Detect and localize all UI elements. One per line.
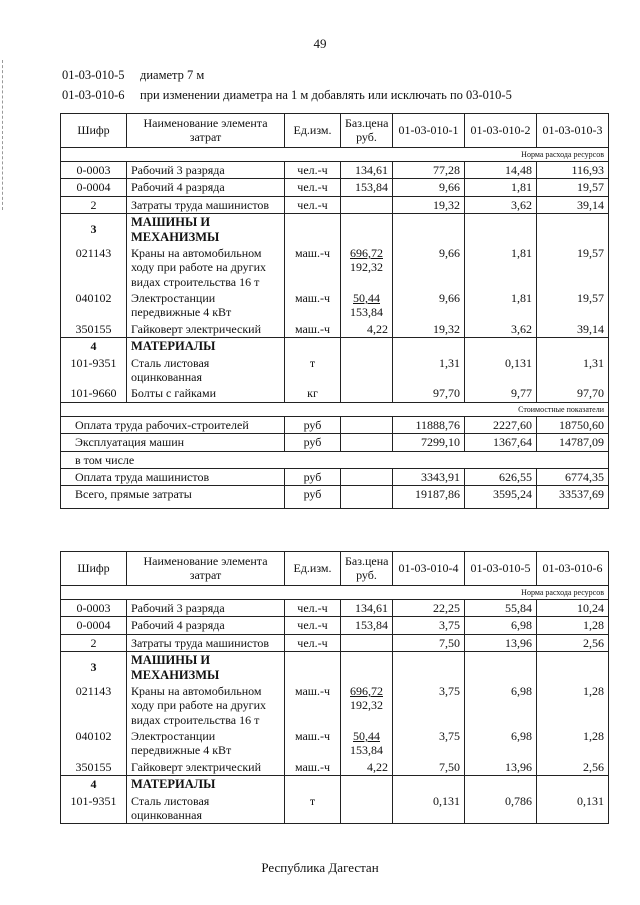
summary-value-1: 19187,86 <box>393 486 465 508</box>
row-name: Затраты труда машинистов <box>127 634 285 651</box>
row-code: 101-9351 <box>61 793 127 824</box>
row-value-2: 6,98 <box>465 617 537 634</box>
price-top: 696,72 <box>350 683 383 698</box>
summary-row <box>61 451 609 468</box>
price-top: 696,72 <box>350 245 383 260</box>
row-value-3: 2,56 <box>537 634 609 651</box>
row-unit: маш.-ч <box>285 245 341 290</box>
price-bottom: 192,32 <box>350 698 383 713</box>
header-price: Баз.цена руб. <box>341 552 393 586</box>
table-row <box>61 355 609 386</box>
row-code: 0-0003 <box>61 162 127 179</box>
row-code: 101-9660 <box>61 385 127 402</box>
row-value-1: 77,28 <box>393 162 465 179</box>
price-bottom: 153,84 <box>350 305 383 320</box>
summary-label: Всего, прямые затраты <box>61 486 285 508</box>
page-footer: Республика Дагестан <box>261 860 379 875</box>
row-value-1: 22,25 <box>393 600 465 617</box>
row-value-2: 13,96 <box>465 634 537 651</box>
row-name: Рабочий 4 разряда <box>127 179 285 196</box>
row-value-3: 97,70 <box>537 385 609 402</box>
row-value-3: 2,56 <box>537 759 609 776</box>
row-value-3: 0,131 <box>537 793 609 824</box>
row-value-1: 9,66 <box>393 290 465 321</box>
table-row <box>61 290 609 321</box>
section-machines-header <box>61 214 609 245</box>
summary-value-1: 11888,76 <box>393 416 465 433</box>
table-row <box>61 245 609 290</box>
norm-caption-row <box>61 148 609 162</box>
row-price <box>341 683 393 728</box>
summary-unit: руб <box>285 486 341 508</box>
table-header-row <box>61 552 609 586</box>
summary-value-2: 1367,64 <box>465 434 537 451</box>
section-title: МАШИНЫ И МЕХАНИЗМЫ <box>127 214 285 245</box>
header-unit: Ед.изм. <box>285 552 341 586</box>
row-value-3: 1,28 <box>537 617 609 634</box>
row-price <box>341 728 393 759</box>
row-unit: чел.-ч <box>285 196 341 213</box>
row-price: 153,84 <box>341 617 393 634</box>
row-name: Рабочий 3 разряда <box>127 600 285 617</box>
summary-value-2: 626,55 <box>465 469 537 486</box>
row-unit: маш.-ч <box>285 290 341 321</box>
header-col-1: 01-03-010-1 <box>393 114 465 148</box>
norm-caption: Норма расхода ресурсов <box>61 148 609 162</box>
summary-row <box>61 486 609 508</box>
row-code: 2 <box>61 196 127 213</box>
row-unit: кг <box>285 385 341 402</box>
row-value-1: 1,31 <box>393 355 465 386</box>
intro-text: при изменении диаметра на 1 м добавлять или исключать по 03-010-5 <box>140 88 512 102</box>
row-name: Электростанции передвижные 4 кВт <box>127 290 285 321</box>
header-col-2: 01-03-010-2 <box>465 114 537 148</box>
price-top: 50,44 <box>353 291 380 306</box>
row-value-1: 3,75 <box>393 617 465 634</box>
row-price: 4,22 <box>341 321 393 338</box>
row-unit: т <box>285 793 341 824</box>
section-title: МАШИНЫ И МЕХАНИЗМЫ <box>127 652 285 683</box>
intro-line-2 <box>62 88 512 103</box>
row-unit: маш.-ч <box>285 759 341 776</box>
row-code: 021143 <box>61 683 127 728</box>
table-row <box>61 385 609 402</box>
section-title: МАТЕРИАЛЫ <box>127 338 285 355</box>
row-value-1: 19,32 <box>393 321 465 338</box>
table-row-operators <box>61 634 609 651</box>
row-value-1: 7,50 <box>393 634 465 651</box>
table-row-operators <box>61 196 609 213</box>
row-value-2: 1,81 <box>465 245 537 290</box>
section-title: МАТЕРИАЛЫ <box>127 776 285 793</box>
row-code: 2 <box>61 634 127 651</box>
row-unit: чел.-ч <box>285 162 341 179</box>
summary-value-3: 33537,69 <box>537 486 609 508</box>
header-code: Шифр <box>61 114 127 148</box>
summary-label: Оплата труда машинистов <box>61 469 285 486</box>
row-value-2: 13,96 <box>465 759 537 776</box>
cost-caption-row <box>61 402 609 416</box>
section-machines-header <box>61 652 609 683</box>
intro-code: 01-03-010-6 <box>62 88 125 102</box>
row-value-3: 116,93 <box>537 162 609 179</box>
row-value-2: 1,81 <box>465 290 537 321</box>
summary-unit: руб <box>285 434 341 451</box>
row-unit: чел.-ч <box>285 600 341 617</box>
summary-unit: руб <box>285 416 341 433</box>
row-price: 153,84 <box>341 179 393 196</box>
row-unit: маш.-ч <box>285 321 341 338</box>
table-row <box>61 728 609 759</box>
row-value-1: 9,66 <box>393 245 465 290</box>
row-name: Затраты труда машинистов <box>127 196 285 213</box>
row-code: 0-0004 <box>61 617 127 634</box>
row-value-2: 6,98 <box>465 728 537 759</box>
scan-edge-mark <box>2 60 4 210</box>
table-row <box>61 793 609 824</box>
row-code: 350155 <box>61 321 127 338</box>
table-row <box>61 179 609 196</box>
row-code: 350155 <box>61 759 127 776</box>
row-value-2: 1,81 <box>465 179 537 196</box>
section-number: 3 <box>61 652 127 683</box>
summary-value-3: 6774,35 <box>537 469 609 486</box>
cost-caption: Стоимостные показатели <box>61 402 609 416</box>
row-value-3: 39,14 <box>537 321 609 338</box>
row-code: 0-0004 <box>61 179 127 196</box>
row-price <box>341 290 393 321</box>
section-number: 4 <box>61 338 127 355</box>
price-top: 50,44 <box>353 729 380 744</box>
summary-value-2: 2227,60 <box>465 416 537 433</box>
row-unit: маш.-ч <box>285 728 341 759</box>
row-name: Рабочий 4 разряда <box>127 617 285 634</box>
row-code: 021143 <box>61 245 127 290</box>
summary-value-1: 7299,10 <box>393 434 465 451</box>
summary-row <box>61 469 609 486</box>
table-row <box>61 759 609 776</box>
norm-caption: Норма расхода ресурсов <box>61 586 609 600</box>
summary-label: Оплата труда рабочих-строителей <box>61 416 285 433</box>
intro-code: 01-03-010-5 <box>62 68 125 82</box>
row-value-3: 19,57 <box>537 245 609 290</box>
summary-value-1: 3343,91 <box>393 469 465 486</box>
intro-line-1 <box>62 68 204 83</box>
table-row <box>61 683 609 728</box>
row-code: 101-9351 <box>61 355 127 386</box>
row-value-2: 3,62 <box>465 196 537 213</box>
section-number: 4 <box>61 776 127 793</box>
row-value-1: 7,50 <box>393 759 465 776</box>
summary-row <box>61 434 609 451</box>
row-value-2: 6,98 <box>465 683 537 728</box>
row-price: 4,22 <box>341 759 393 776</box>
summary-label: Эксплуатация машин <box>61 434 285 451</box>
price-bottom: 192,32 <box>350 260 383 275</box>
row-name: Сталь листовая оцинкованная <box>127 793 285 824</box>
row-value-3: 1,28 <box>537 683 609 728</box>
row-value-3: 1,28 <box>537 728 609 759</box>
row-name: Электростанции передвижные 4 кВт <box>127 728 285 759</box>
row-unit: чел.-ч <box>285 617 341 634</box>
header-name: Наименование элемента затрат <box>127 114 285 148</box>
summary-value-3: 14787,09 <box>537 434 609 451</box>
summary-label: в том числе <box>61 451 609 468</box>
section-number: 3 <box>61 214 127 245</box>
row-value-2: 14,48 <box>465 162 537 179</box>
summary-row <box>61 416 609 433</box>
row-code: 040102 <box>61 290 127 321</box>
row-name: Гайковерт электрический <box>127 321 285 338</box>
resource-table-1 <box>60 113 609 509</box>
price-bottom: 153,84 <box>350 743 383 758</box>
row-value-2: 0,786 <box>465 793 537 824</box>
row-unit: т <box>285 355 341 386</box>
header-col-2: 01-03-010-5 <box>465 552 537 586</box>
row-value-3: 10,24 <box>537 600 609 617</box>
summary-unit: руб <box>285 469 341 486</box>
row-price <box>341 245 393 290</box>
row-value-3: 39,14 <box>537 196 609 213</box>
norm-caption-row <box>61 586 609 600</box>
header-col-3: 01-03-010-6 <box>537 552 609 586</box>
table-row <box>61 321 609 338</box>
row-name: Сталь листовая оцинкованная <box>127 355 285 386</box>
header-price: Баз.цена руб. <box>341 114 393 148</box>
header-code: Шифр <box>61 552 127 586</box>
row-name: Гайковерт электрический <box>127 759 285 776</box>
row-name: Болты с гайками <box>127 385 285 402</box>
header-col-3: 01-03-010-3 <box>537 114 609 148</box>
row-name: Краны на автомобильном ходу при работе на других видах строительства 16 т <box>127 683 285 728</box>
row-price: 134,61 <box>341 600 393 617</box>
row-value-3: 19,57 <box>537 290 609 321</box>
row-value-2: 55,84 <box>465 600 537 617</box>
row-name: Краны на автомобильном ходу при работе на других видах строительства 16 т <box>127 245 285 290</box>
table-row <box>61 617 609 634</box>
row-value-2: 0,131 <box>465 355 537 386</box>
row-value-1: 3,75 <box>393 683 465 728</box>
row-unit: чел.-ч <box>285 179 341 196</box>
header-name: Наименование элемента затрат <box>127 552 285 586</box>
row-value-2: 9,77 <box>465 385 537 402</box>
row-value-2: 3,62 <box>465 321 537 338</box>
row-price: 134,61 <box>341 162 393 179</box>
row-value-3: 1,31 <box>537 355 609 386</box>
row-value-3: 19,57 <box>537 179 609 196</box>
row-unit: маш.-ч <box>285 683 341 728</box>
table-header-row <box>61 114 609 148</box>
row-value-1: 97,70 <box>393 385 465 402</box>
row-value-1: 19,32 <box>393 196 465 213</box>
row-code: 0-0003 <box>61 600 127 617</box>
page-number: 49 <box>313 36 327 51</box>
section-materials-header <box>61 776 609 793</box>
row-value-1: 9,66 <box>393 179 465 196</box>
intro-text: диаметр 7 м <box>140 68 205 82</box>
row-value-1: 0,131 <box>393 793 465 824</box>
table-row <box>61 600 609 617</box>
section-materials-header <box>61 338 609 355</box>
header-unit: Ед.изм. <box>285 114 341 148</box>
summary-value-2: 3595,24 <box>465 486 537 508</box>
row-unit: чел.-ч <box>285 634 341 651</box>
table-row <box>61 162 609 179</box>
row-value-1: 3,75 <box>393 728 465 759</box>
header-col-1: 01-03-010-4 <box>393 552 465 586</box>
row-name: Рабочий 3 разряда <box>127 162 285 179</box>
summary-value-3: 18750,60 <box>537 416 609 433</box>
resource-table-2 <box>60 551 609 824</box>
row-code: 040102 <box>61 728 127 759</box>
